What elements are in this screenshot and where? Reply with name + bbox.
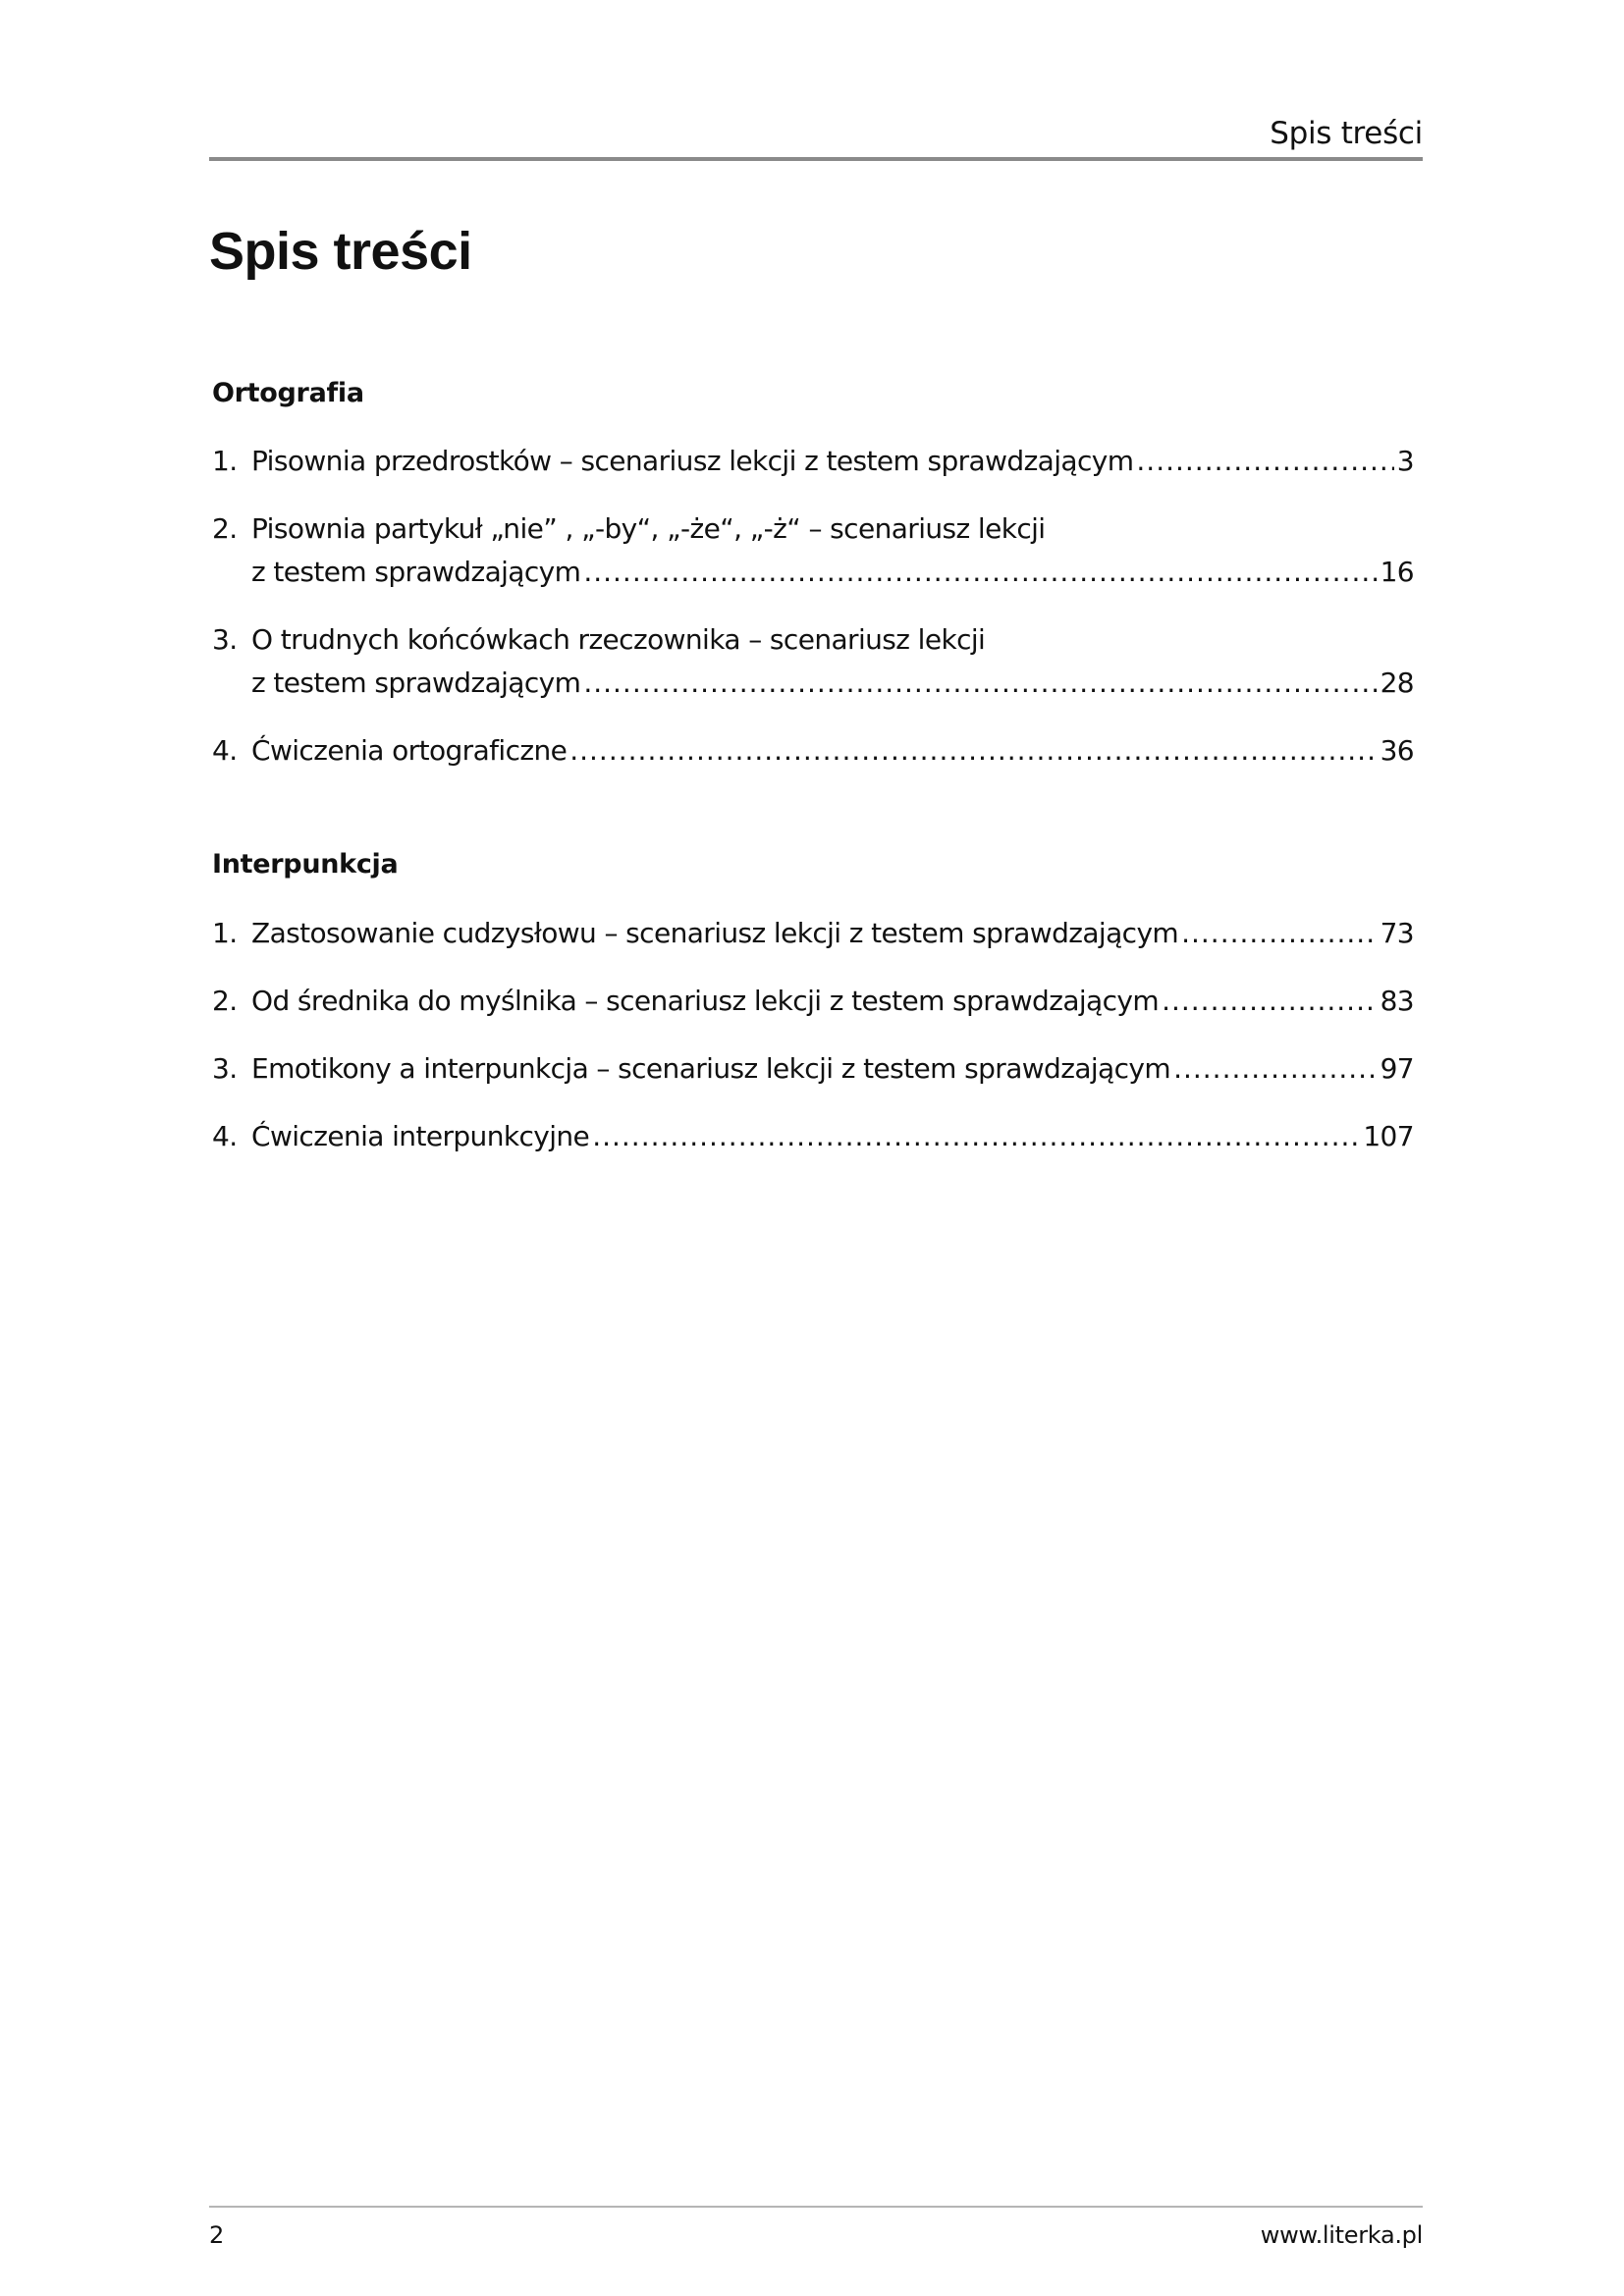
toc-entry-number: 1. [212,917,238,949]
dot-leader [583,551,1377,594]
toc-entry-number: 1. [212,445,238,477]
toc-entry[interactable] [212,980,1414,1023]
dot-leader [592,1115,1360,1158]
dot-leader [1162,980,1378,1023]
toc-entry[interactable] [212,507,1414,594]
header-divider [209,157,1423,161]
toc-entry[interactable] [212,729,1414,773]
toc-entry-title: Ćwiczenia ortograficzne [251,734,568,767]
toc-entry-title-continuation: z testem sprawdzającym [251,667,581,699]
toc-entry-title: Ćwiczenia interpunkcyjne [251,1120,590,1152]
toc-entry-title: Zastosowanie cudzysłowu – scenariusz lekcji z testem sprawdzającym [251,917,1179,949]
toc-entry[interactable] [212,912,1414,955]
toc-entry-page: 28 [1380,667,1414,699]
toc-entry-page: 83 [1380,985,1414,1017]
toc-entry[interactable] [212,440,1414,483]
dot-leader [569,729,1377,773]
toc-entry-page: 3 [1396,445,1414,477]
toc-entry-title: O trudnych końcówkach rzeczownika – scenariusz lekcji [251,623,986,656]
running-header: Spis treści [1270,116,1423,151]
toc-entry-title: Emotikony a interpunkcja – scenariusz lekcji z testem sprawdzającym [251,1052,1171,1085]
footer-divider [209,2206,1423,2208]
page-title: Spis treści [209,222,472,281]
toc-entry-page: 97 [1380,1052,1414,1085]
toc-entry-page: 16 [1380,556,1414,588]
footer-page-number: 2 [209,2221,225,2249]
toc-entry[interactable] [212,618,1414,705]
dot-leader [1181,912,1377,955]
toc-entry-number: 4. [212,1120,238,1152]
footer-url-link[interactable]: www.literka.pl [1260,2221,1423,2249]
toc-entry-number: 4. [212,734,238,767]
toc-entry-page: 107 [1363,1120,1414,1152]
toc-entry-page: 73 [1380,917,1414,949]
dot-leader [1136,440,1393,483]
toc-entry[interactable] [212,1047,1414,1091]
toc-entry-title: Od średnika do myślnika – scenariusz lekcji z testem sprawdzającym [251,985,1160,1017]
toc-entry-number: 2. [212,512,238,545]
toc-entry-title: Pisownia partykuł „nie” , „-by“, „-że“, „-ż“ – scenariusz lekcji [251,512,1046,545]
toc-entry-title-continuation: z testem sprawdzającym [251,556,581,588]
toc-entry-number: 3. [212,623,238,656]
toc-entry-title: Pisownia przedrostków – scenariusz lekcji z testem sprawdzającym [251,445,1134,477]
dot-leader [583,662,1377,705]
dot-leader [1173,1047,1378,1091]
toc-entry-number: 2. [212,985,238,1017]
toc-entry-number: 3. [212,1052,238,1085]
toc-entry-page: 36 [1380,734,1414,767]
section-heading-ortografia: Ortografia [212,378,364,408]
toc-entry[interactable] [212,1115,1414,1158]
section-heading-interpunkcja: Interpunkcja [212,849,399,880]
